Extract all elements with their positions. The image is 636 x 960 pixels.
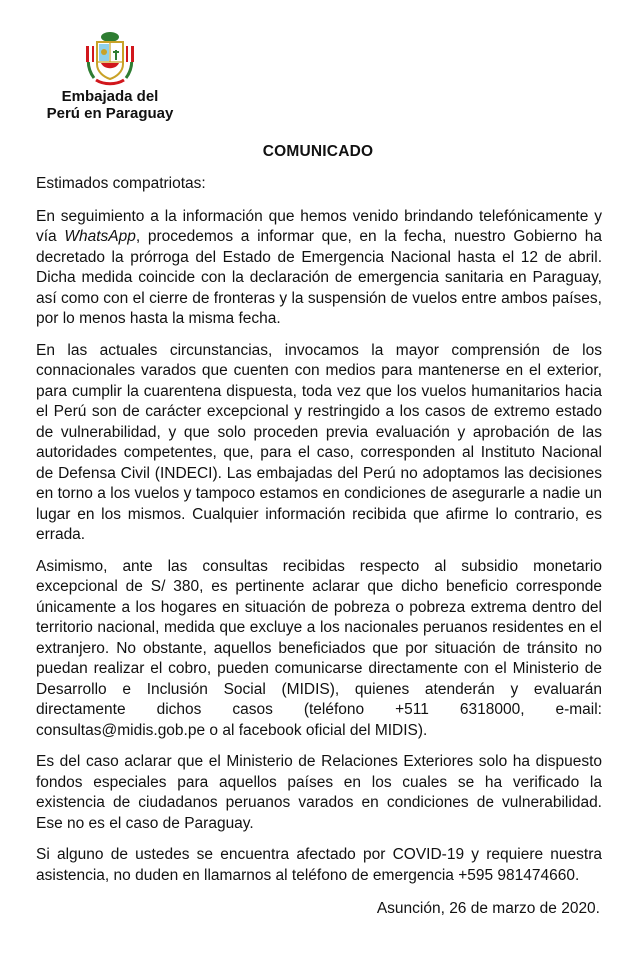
document-body [36, 174, 602, 897]
peru-coat-of-arms-icon [84, 30, 136, 86]
whatsapp-mention: WhatsApp [64, 228, 136, 245]
paragraph-1-part-2: , procedemos a informar que, en la fecha, nuestro Gobierno ha decretado la prórroga del Estado de Emergencia Nacional hasta el 12 de abril. Dicha medida coincide con la declaración de emergencia sanitaria en Paraguay, así como con el cierre de fronteras y la suspensión de vuelos entre ambos países, por lo menos hasta la misma fecha. [36, 228, 602, 327]
paragraph-4: Es del caso aclarar que el Ministerio de Relaciones Exteriores solo ha dispuesto fondos especiales para aquellos países en los cuales se ha verificado la existencia de ciudadanos peruanos varados en condiciones de vulnerabilidad. Ese no es el caso de Paraguay. [36, 753, 602, 832]
paragraph-2: En las actuales circunstancias, invocamos la mayor comprensión de los connacionales varados que cuenten con medios para mantenerse en el exterior, para cumplir la cuarentena dispuesta, toda vez que los vuelos humanitarios hacia el Perú son de carácter excepcional y restringido a los casos de extremo estado de vulnerabilidad, y que solo proceden previa evaluación y aprobación de las autoridades competentes, que, para el caso, corresponden al Instituto Nacional de Defensa Civil (INDECI). Las embajadas del Perú no adoptamos las decisiones en torno a los vuelos y tampoco estamos en condiciones de asegurarle a nadie un lugar en los mismos. Cualquier información recibida que afirme lo contrario, es errada. [36, 341, 602, 543]
embassy-name [30, 88, 190, 122]
greeting: Estimados compatriotas: [36, 175, 206, 192]
paragraph-1 [36, 207, 602, 330]
letterhead [30, 30, 190, 122]
place-and-date: Asunción, 26 de marzo de 2020. [376, 900, 600, 917]
embassy-name-line1: Embajada del [61, 88, 159, 105]
paragraph-3: Asimismo, ante las consultas recibidas respecto al subsidio monetario excepcional de S/ 380, es pertinente aclarar que dicho beneficio corresponde únicamente a los hogares en situación de pobreza o pobreza extrema dentro del territorio nacional, medida que excluye a los nacionales peruanos residentes en el extranjero. No obstante, aquellos beneficiados que por situación de tránsito no puedan realizar el cobro, pueden comunicarse directamente con el Ministerio de Desarrollo e Inclusión Social (MIDIS), quienes atenderán y evaluarán directamente dichos casos (teléfono +511 6318000, e-mail: consultas@midis.gob.pe o al facebook oficial del MIDIS). [36, 557, 602, 739]
paragraph-1-part-1: En seguimiento a la información que hemos venido brindando telefónicamente y vía [36, 207, 602, 245]
paragraph-5: Si alguno de ustedes se encuentra afectado por COVID-19 y requiere nuestra asistencia, no duden en llamarnos al teléfono de emergencia +595 981474660. [36, 846, 602, 884]
embassy-name-line2: Perú en Paraguay [46, 105, 174, 122]
document-title: COMUNICADO [262, 143, 374, 160]
